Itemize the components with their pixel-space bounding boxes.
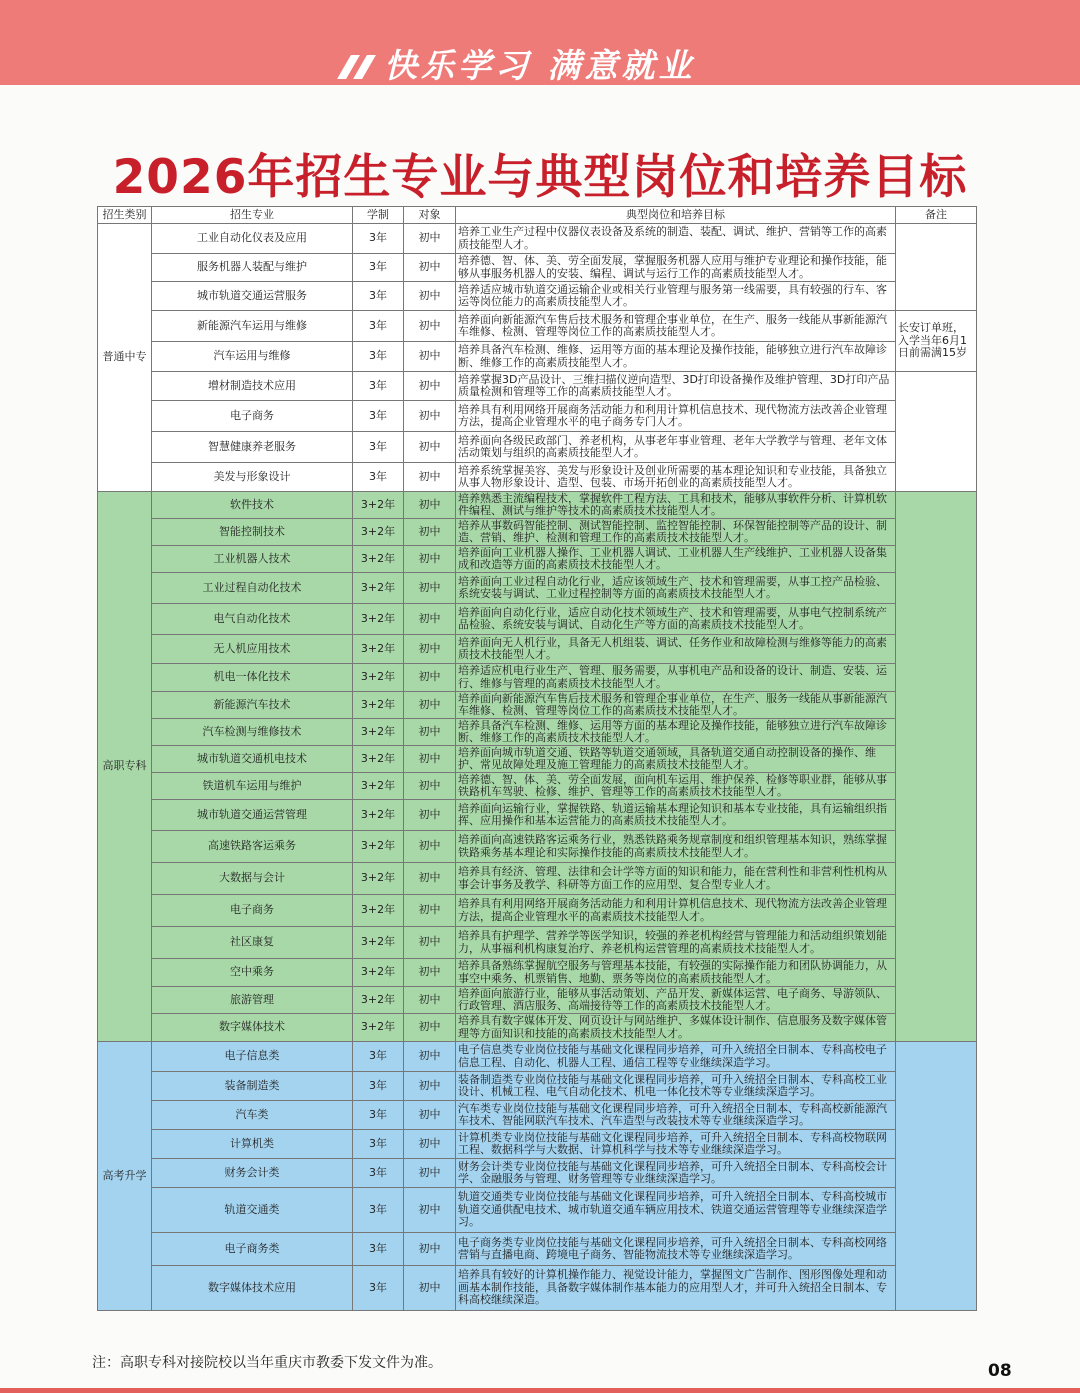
header-years: 学制 [353, 207, 404, 224]
description-cell: 培养适应机电行业生产、管理、服务需要，从事机电产品和设备的设计、制造、安装、运行、维修与管理的高素质技术技能型人才。 [456, 664, 896, 692]
target-cell: 初中 [404, 863, 456, 895]
table-row [98, 959, 977, 987]
table-row [98, 492, 977, 519]
major-cell: 电气自动化技术 [152, 604, 353, 635]
major-cell: 服务机器人装配与维护 [152, 254, 353, 282]
target-cell: 初中 [404, 1233, 456, 1266]
years-cell: 3年 [353, 401, 404, 432]
years-cell: 3年 [353, 1188, 404, 1233]
years-cell: 3+2年 [353, 895, 404, 927]
major-cell: 软件技术 [152, 492, 353, 519]
description-cell: 培养面向运输行业，掌握铁路、轨道运输基本理论知识和基本专业技能，具有运输组织指挥、应用操作和基本运营能力的高素质技术技能型人才。 [456, 800, 896, 831]
target-cell: 初中 [404, 959, 456, 987]
remark-cell [896, 1042, 977, 1311]
major-cell: 新能源汽车运用与维修 [152, 311, 353, 342]
years-cell: 3+2年 [353, 692, 404, 719]
table-row [98, 927, 977, 959]
target-cell: 初中 [404, 746, 456, 773]
description-cell: 培养面向旅游行业，能够从事活动策划、产品开发、新媒体运营、电子商务、导游领队、行政管理、酒店服务、高端接待等工作的高素质技术技能型人才。 [456, 987, 896, 1014]
description-cell: 培养面向城市轨道交通、铁路等轨道交通领域，具备轨道交通自动控制设备的操作、维护、常见故障处理及施工管理能力的高素质技术技能型人才。 [456, 746, 896, 773]
description-cell: 电子信息类专业岗位技能与基础文化课程同步培养，可升入统招全日制本、专科高校电子信息工程、自动化、机器人工程、通信工程等专业继续深造学习。 [456, 1042, 896, 1072]
target-cell: 初中 [404, 1101, 456, 1130]
target-cell: 初中 [404, 1072, 456, 1101]
table-row [98, 895, 977, 927]
description-cell: 培养具有利用网络开展商务活动能力和利用计算机信息技术、现代物流方法改善企业管理方法，提高企业管理水平的高素质技术技能型人才。 [456, 895, 896, 927]
years-cell: 3年 [353, 463, 404, 492]
category-cell: 普通中专 [98, 224, 152, 492]
remark-cell: 长安订单班，入学当年6月1日前需满15岁 [896, 311, 977, 372]
years-cell: 3+2年 [353, 546, 404, 573]
target-cell: 初中 [404, 635, 456, 664]
years-cell: 3年 [353, 1072, 404, 1101]
table-row [98, 692, 977, 719]
header-description: 典型岗位和培养目标 [456, 207, 896, 224]
description-cell: 培养德、智、体、美、劳全面发展，掌握服务机器人应用与维护专业理论和操作技能，能够从事服务机器人的安装、编程、调试与运行工作的高素质技能型人才。 [456, 254, 896, 282]
years-cell: 3年 [353, 282, 404, 311]
years-cell: 3年 [353, 342, 404, 372]
years-cell: 3+2年 [353, 773, 404, 800]
major-cell: 工业过程自动化技术 [152, 573, 353, 604]
table-row [98, 863, 977, 895]
major-cell: 智慧健康养老服务 [152, 432, 353, 463]
target-cell: 初中 [404, 1130, 456, 1159]
bottom-line [0, 1388, 1080, 1393]
major-cell: 美发与形象设计 [152, 463, 353, 492]
table-row [98, 1101, 977, 1130]
target-cell: 初中 [404, 1014, 456, 1042]
target-cell: 初中 [404, 311, 456, 342]
target-cell: 初中 [404, 927, 456, 959]
table-row [98, 254, 977, 282]
table-row [98, 342, 977, 372]
major-cell: 电子商务 [152, 401, 353, 432]
target-cell: 初中 [404, 895, 456, 927]
years-cell: 3年 [353, 1266, 404, 1311]
table-row [98, 282, 977, 311]
major-cell: 工业自动化仪表及应用 [152, 224, 353, 254]
category-cell: 高职专科 [98, 492, 152, 1042]
table-row [98, 800, 977, 831]
target-cell: 初中 [404, 546, 456, 573]
description-cell: 培养面向新能源汽车售后技术服务和管理企事业单位，在生产、服务一线能从事新能源汽车维修、检测、管理等岗位工作的高素质技能型人才。 [456, 311, 896, 342]
major-cell: 财务会计类 [152, 1159, 353, 1188]
years-cell: 3+2年 [353, 604, 404, 635]
target-cell: 初中 [404, 604, 456, 635]
description-cell: 培养具有利用网络开展商务活动能力和利用计算机信息技术、现代物流方法改善企业管理方法，提高企业管理水平的电子商务专门人才。 [456, 401, 896, 432]
slogan [340, 40, 696, 87]
major-cell: 新能源汽车技术 [152, 692, 353, 719]
table-row [98, 1072, 977, 1101]
remark-cell [896, 224, 977, 311]
description-cell: 培养掌握3D产品设计、三维扫描仪逆向造型、3D打印设备操作及维护管理、3D打印产品质量检测和管理等工作的高素质技能型人才。 [456, 372, 896, 401]
table-row [98, 372, 977, 401]
years-cell: 3+2年 [353, 1014, 404, 1042]
years-cell: 3+2年 [353, 573, 404, 604]
years-cell: 3+2年 [353, 863, 404, 895]
years-cell: 3+2年 [353, 492, 404, 519]
table-row [98, 1188, 977, 1233]
years-cell: 3年 [353, 254, 404, 282]
table-header-row [98, 207, 977, 224]
major-cell: 电子商务类 [152, 1233, 353, 1266]
description-cell: 培养熟悉主流编程技术，掌握软件工程方法、工具和技术，能够从事软件分析、计算机软件编程、测试与维护等技术的高素质技术技能型人才。 [456, 492, 896, 519]
major-cell: 高速铁路客运乘务 [152, 831, 353, 863]
years-cell: 3年 [353, 1130, 404, 1159]
table-row [98, 987, 977, 1014]
major-cell: 空中乘务 [152, 959, 353, 987]
major-cell: 数字媒体技术应用 [152, 1266, 353, 1311]
major-cell: 社区康复 [152, 927, 353, 959]
description-cell: 培养面向自动化行业，适应自动化技术领域生产、技术和管理需要，从事电气控制系统产品检验、系统安装与调试、自动化生产等方面的高素质技术技能型人才。 [456, 604, 896, 635]
major-cell: 汽车运用与维修 [152, 342, 353, 372]
target-cell: 初中 [404, 372, 456, 401]
target-cell: 初中 [404, 719, 456, 746]
table-row [98, 432, 977, 463]
years-cell: 3+2年 [353, 664, 404, 692]
major-cell: 工业机器人技术 [152, 546, 353, 573]
description-cell: 培养具备汽车检测、维修、运用等方面的基本理论及操作技能，能够独立进行汽车故障诊断、维修工作的高素质技能型人才。 [456, 342, 896, 372]
remark-cell [896, 372, 977, 492]
major-cell: 电子信息类 [152, 1042, 353, 1072]
target-cell: 初中 [404, 573, 456, 604]
target-cell: 初中 [404, 492, 456, 519]
description-cell: 培养面向新能源汽车售后技术服务和管理企事业单位，在生产、服务一线能从事新能源汽车维修、检测、管理等岗位工作的高素质技术技能型人才。 [456, 692, 896, 719]
years-cell: 3年 [353, 372, 404, 401]
table-row [98, 604, 977, 635]
major-cell: 无人机应用技术 [152, 635, 353, 664]
description-cell: 培养适应城市轨道交通运输企业或相关行业管理与服务第一线需要，具有较强的行车、客运等岗位能力的高素质技能型人才。 [456, 282, 896, 311]
description-cell: 培养具有护理学、营养学等医学知识，较强的养老机构经营与管理能力和活动组织策划能力，从事福利机构康复治疗、养老机构运营管理的高素质技术技能型人才。 [456, 927, 896, 959]
major-cell: 汽车检测与维修技术 [152, 719, 353, 746]
description-cell: 培养面向无人机行业，具备无人机组装、调试、任务作业和故障检测与维修等能力的高素质技术技能型人才。 [456, 635, 896, 664]
target-cell: 初中 [404, 224, 456, 254]
target-cell: 初中 [404, 282, 456, 311]
description-cell: 培养德、智、体、美、劳全面发展，面向机车运用、维护保养、检修等职业群，能够从事铁路机车驾驶、检修、维护、管理等工作的高素质技术技能型人才。 [456, 773, 896, 800]
description-cell: 培养面向工业过程自动化行业，适应该领域生产、技术和管理需要，从事工控产品检验、系统安装与调试、工业过程控制等方面的高素质技术技能型人才。 [456, 573, 896, 604]
table-row [98, 224, 977, 254]
target-cell: 初中 [404, 800, 456, 831]
category-cell: 高考升学 [98, 1042, 152, 1311]
table-row [98, 773, 977, 800]
table-row [98, 719, 977, 746]
major-cell: 城市轨道交通机电技术 [152, 746, 353, 773]
target-cell: 初中 [404, 1188, 456, 1233]
major-cell: 增材制造技术应用 [152, 372, 353, 401]
target-cell: 初中 [404, 519, 456, 546]
major-cell: 汽车类 [152, 1101, 353, 1130]
years-cell: 3+2年 [353, 987, 404, 1014]
years-cell: 3年 [353, 1042, 404, 1072]
table-row [98, 1130, 977, 1159]
description-cell: 汽车类专业岗位技能与基础文化课程同步培养，可升入统招全日制本、专科高校新能源汽车技术、智能网联汽车技术、汽车造型与改装技术等专业继续深造学习。 [456, 1101, 896, 1130]
major-cell: 机电一体化技术 [152, 664, 353, 692]
target-cell: 初中 [404, 987, 456, 1014]
target-cell: 初中 [404, 254, 456, 282]
table-row [98, 1159, 977, 1188]
table-row [98, 746, 977, 773]
target-cell: 初中 [404, 432, 456, 463]
table-row [98, 635, 977, 664]
description-cell: 电子商务类专业岗位技能与基础文化课程同步培养，可升入统招全日制本、专科高校网络营销与直播电商、跨境电子商务、智能物流技术等专业继续深造学习。 [456, 1233, 896, 1266]
table-row [98, 573, 977, 604]
target-cell: 初中 [404, 463, 456, 492]
description-cell: 培养面向工业机器人操作、工业机器人调试、工业机器人生产线维护、工业机器人设备集成和改造等方面的高素质技术技能型人才。 [456, 546, 896, 573]
years-cell: 3+2年 [353, 800, 404, 831]
table-row [98, 664, 977, 692]
years-cell: 3+2年 [353, 519, 404, 546]
major-cell: 城市轨道交通运营管理 [152, 800, 353, 831]
target-cell: 初中 [404, 664, 456, 692]
description-cell: 培养从事数码智能控制、测试智能控制、监控智能控制、环保智能控制等产品的设计、制造、营销、维护、检测和管理工作的高素质技术技能型人才。 [456, 519, 896, 546]
major-cell: 智能控制技术 [152, 519, 353, 546]
table-row [98, 1042, 977, 1072]
major-cell: 铁道机车运用与维护 [152, 773, 353, 800]
target-cell: 初中 [404, 401, 456, 432]
years-cell: 3年 [353, 1233, 404, 1266]
header-target: 对象 [404, 207, 456, 224]
table-row [98, 401, 977, 432]
table-row [98, 1266, 977, 1311]
major-cell: 大数据与会计 [152, 863, 353, 895]
target-cell: 初中 [404, 831, 456, 863]
target-cell: 初中 [404, 342, 456, 372]
description-cell: 培养系统掌握美容、美发与形象设计及创业所需要的基本理论知识和专业技能，具备独立从事人物形象设计、造型、包装、市场开拓创业的高素质技能型人才。 [456, 463, 896, 492]
years-cell: 3+2年 [353, 927, 404, 959]
years-cell: 3+2年 [353, 831, 404, 863]
slash-bars-icon [340, 55, 374, 79]
years-cell: 3年 [353, 1101, 404, 1130]
page-number: 08 [988, 1361, 1012, 1381]
table-row [98, 1014, 977, 1042]
description-cell: 培养面向高速铁路客运乘务行业，熟悉铁路乘务规章制度和组织管理基本知识，熟练掌握铁路乘务基本理论和实际操作技能的高素质技术技能型人才。 [456, 831, 896, 863]
table-row [98, 546, 977, 573]
table-row [98, 463, 977, 492]
header-major: 招生专业 [152, 207, 353, 224]
description-cell: 培养具备汽车检测、维修、运用等方面的基本理论及操作技能，能够独立进行汽车故障诊断、维修工作的高素质技术技能型人才。 [456, 719, 896, 746]
header-remark: 备注 [896, 207, 977, 224]
description-cell: 装备制造类专业岗位技能与基础文化课程同步培养，可升入统招全日制本、专科高校工业设计、机械工程、电气自动化技术、机电一体化技术等专业继续深造学习。 [456, 1072, 896, 1101]
years-cell: 3+2年 [353, 959, 404, 987]
description-cell: 培养工业生产过程中仪器仪表设备及系统的制造、装配、调试、维护、营销等工作的高素质技能型人才。 [456, 224, 896, 254]
major-cell: 轨道交通类 [152, 1188, 353, 1233]
remark-cell [896, 492, 977, 1042]
major-cell: 旅游管理 [152, 987, 353, 1014]
description-cell: 培养面向各级民政部门、养老机构，从事老年事业管理、老年大学教学与管理、老年文体活动策划与组织的高素质技能型人才。 [456, 432, 896, 463]
description-cell: 财务会计类专业岗位技能与基础文化课程同步培养，可升入统招全日制本、专科高校会计学、金融服务与管理、财务管理等专业继续深造学习。 [456, 1159, 896, 1188]
description-cell: 培养具备熟练掌握航空服务与管理基本技能，有较强的实际操作能力和团队协调能力，从事空中乘务、机票销售、地勤、票务等岗位的高素质技能型人才。 [456, 959, 896, 987]
years-cell: 3年 [353, 224, 404, 254]
description-cell: 轨道交通类专业岗位技能与基础文化课程同步培养，可升入统招全日制本、专科高校城市轨道交通供配电技术、城市轨道交通车辆应用技术、铁道交通运营管理等专业继续深造学习。 [456, 1188, 896, 1233]
years-cell: 3+2年 [353, 746, 404, 773]
header-category: 招生类别 [98, 207, 152, 224]
description-cell: 培养具有较好的计算机操作能力、视觉设计能力，掌握图文广告制作、图形图像处理和动画基本制作技能，具备数字媒体制作基本能力的应用型人才，并可升入统招全日制本、专科高校继续深造。 [456, 1266, 896, 1311]
major-cell: 电子商务 [152, 895, 353, 927]
slogan-text: 快乐学习 满意就业 [384, 46, 696, 85]
table-row [98, 1233, 977, 1266]
footer-note: 注：高职专科对接院校以当年重庆市教委下发文件为准。 [92, 1355, 442, 1371]
table-row [98, 311, 977, 342]
years-cell: 3年 [353, 311, 404, 342]
page-title: 2026年招生专业与典型岗位和培养目标 [112, 150, 968, 205]
years-cell: 3+2年 [353, 635, 404, 664]
target-cell: 初中 [404, 1159, 456, 1188]
years-cell: 3+2年 [353, 719, 404, 746]
description-cell: 培养具有数字媒体开发、网页设计与网站维护、多媒体设计制作、信息服务及数字媒体管理等方面知识和技能的高素质技术技能型人才。 [456, 1014, 896, 1042]
table-row [98, 519, 977, 546]
majors-table [97, 206, 977, 1311]
major-cell: 数字媒体技术 [152, 1014, 353, 1042]
target-cell: 初中 [404, 1042, 456, 1072]
description-cell: 培养具有经济、管理、法律和会计学等方面的知识和能力，能在营利性和非营利性机构从事会计事务及教学、科研等方面工作的应用型、复合型专业人才。 [456, 863, 896, 895]
table-row [98, 831, 977, 863]
major-cell: 计算机类 [152, 1130, 353, 1159]
target-cell: 初中 [404, 1266, 456, 1311]
description-cell: 计算机类专业岗位技能与基础文化课程同步培养，可升入统招全日制本、专科高校物联网工程、数据科学与大数据、计算机科学与技术等专业继续深造学习。 [456, 1130, 896, 1159]
target-cell: 初中 [404, 773, 456, 800]
major-cell: 城市轨道交通运营服务 [152, 282, 353, 311]
major-cell: 装备制造类 [152, 1072, 353, 1101]
years-cell: 3年 [353, 432, 404, 463]
target-cell: 初中 [404, 692, 456, 719]
years-cell: 3年 [353, 1159, 404, 1188]
